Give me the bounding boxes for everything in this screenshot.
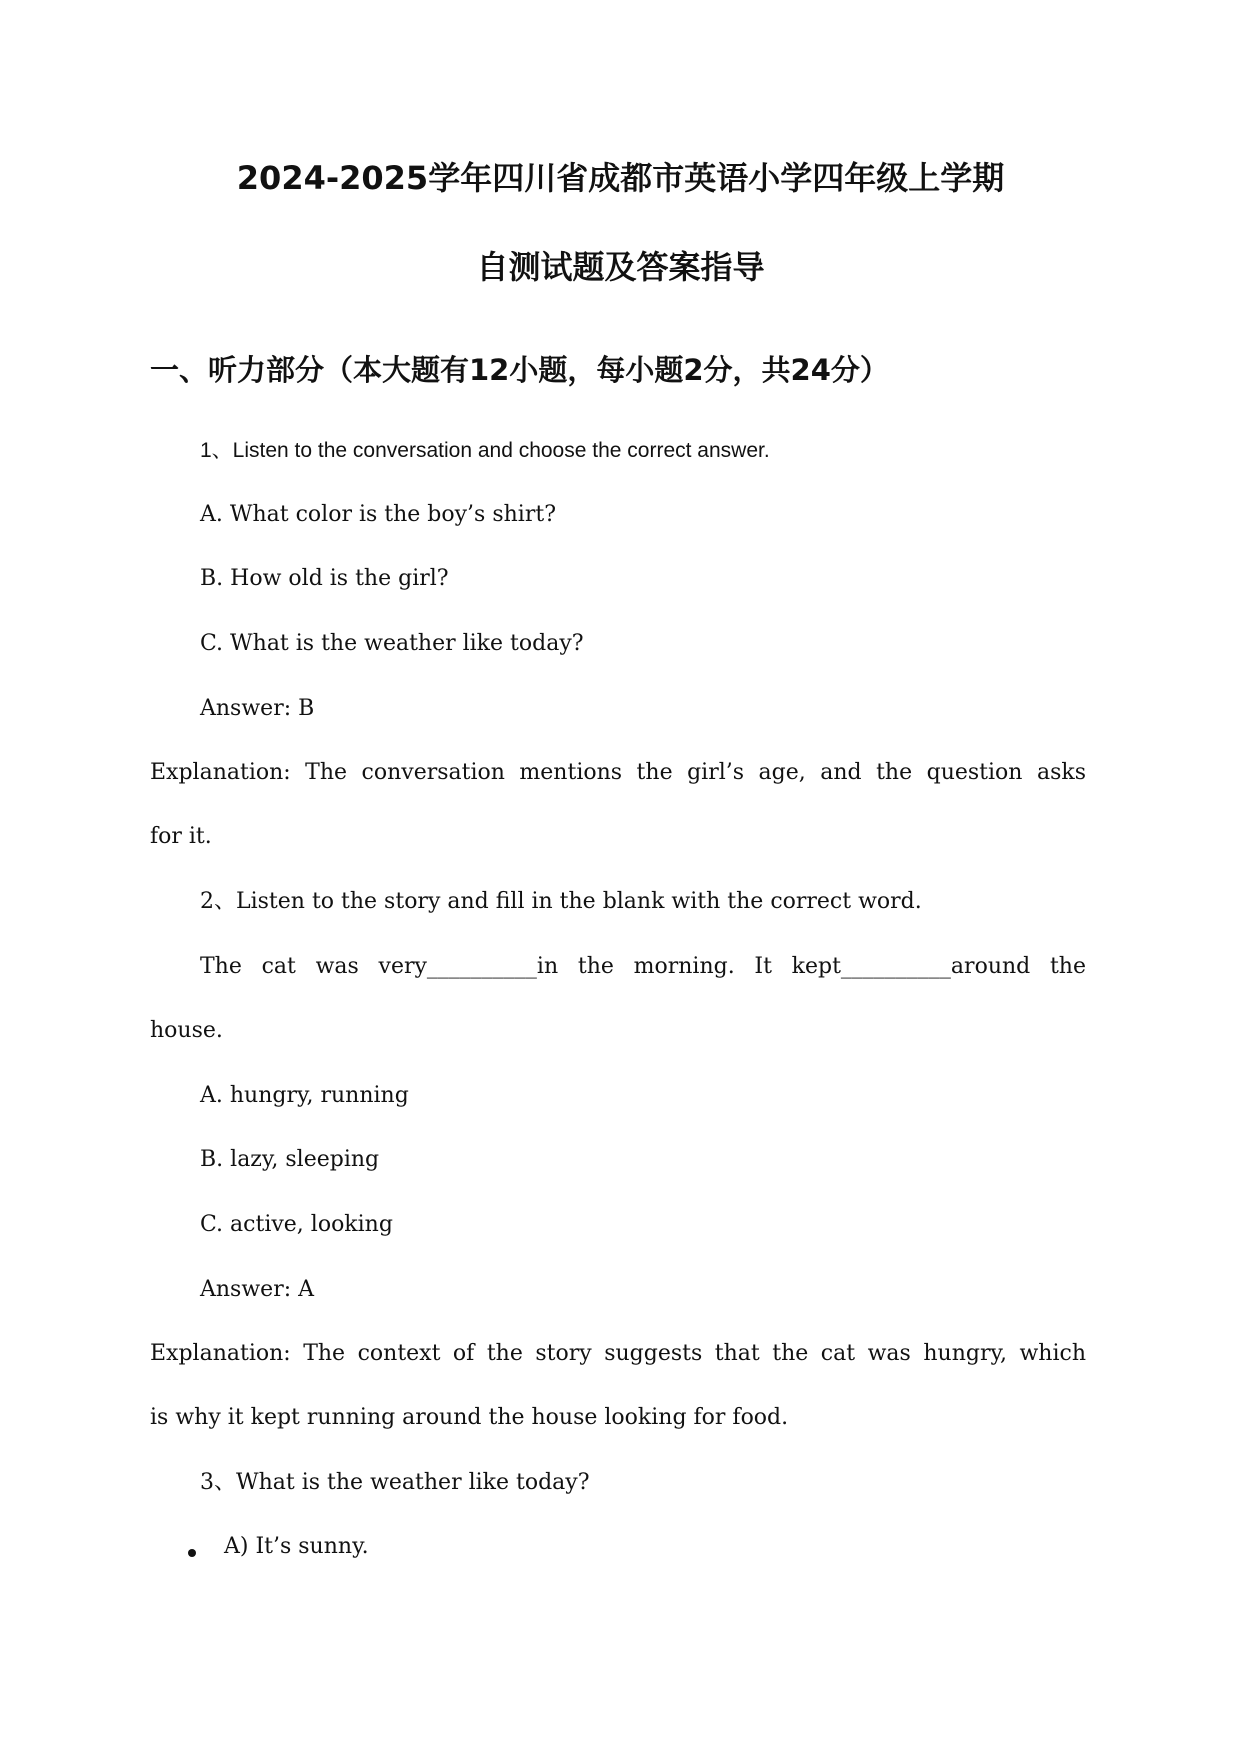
q1-explanation-line-1: Explanation: The conversation mentions the girl’s age, and the question asks <box>150 760 1086 785</box>
document-title-line-2: 自测试题及答案指导 <box>476 248 765 286</box>
bullet-icon <box>188 1549 196 1557</box>
document-title-line-1: 2024-2025学年四川省成都市英语小学四年级上学期 <box>236 159 1005 197</box>
q1-prompt: 1、Listen to the conversation and choose the correct answer. <box>200 439 770 462</box>
section-heading-listening: 一、听力部分（本大题有12小题，每小题2分，共24分） <box>150 353 889 387</box>
q1-answer: Answer: B <box>200 696 315 721</box>
q2-option-c: C. active, looking <box>200 1212 393 1237</box>
q1-option-c: C. What is the weather like today? <box>200 631 584 656</box>
q1-option-b: B. How old is the girl? <box>200 566 449 591</box>
q2-sentence-line-2: house. <box>150 1018 223 1043</box>
q2-option-a: A. hungry, running <box>200 1083 409 1108</box>
q2-explanation-line-1: Explanation: The context of the story suggests that the cat was hungry, which <box>150 1341 1086 1366</box>
q3-option-a: A) It’s sunny. <box>224 1534 369 1559</box>
q2-prompt: 2、Listen to the story and fill in the blank with the correct word. <box>200 889 922 914</box>
q1-explanation-line-2: for it. <box>150 824 212 849</box>
q2-answer: Answer: A <box>200 1277 315 1302</box>
q3-prompt: 3、What is the weather like today? <box>200 1470 590 1495</box>
q2-option-b: B. lazy, sleeping <box>200 1147 380 1172</box>
q2-sentence-line-1: The cat was very__________in the morning. It kept__________around the <box>200 954 1086 979</box>
q1-option-a: A. What color is the boy’s shirt? <box>200 502 556 527</box>
q2-explanation-line-2: is why it kept running around the house looking for food. <box>150 1405 789 1430</box>
